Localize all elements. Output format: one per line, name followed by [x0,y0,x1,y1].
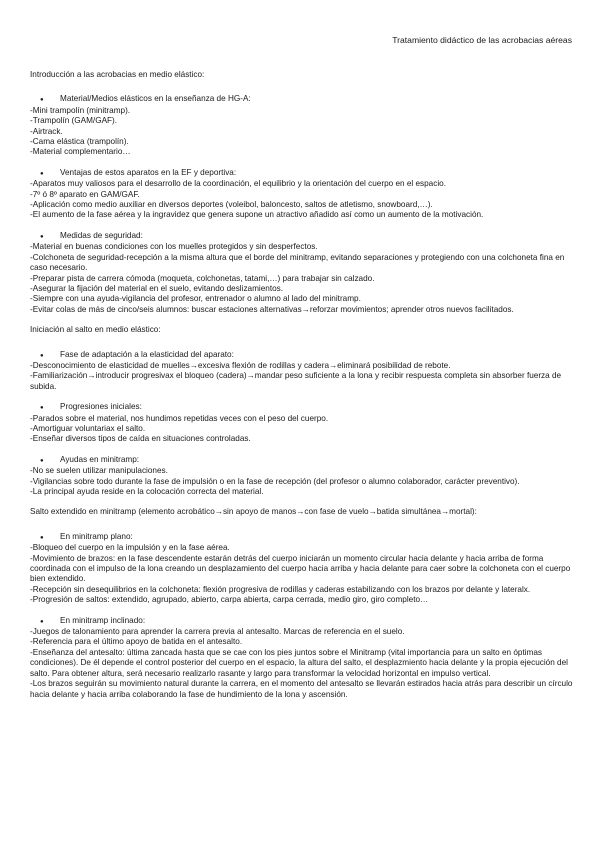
bullet-group [30,350,575,393]
bullet-heading [30,616,575,627]
list-item: -Aparatos muy valiosos para el desarrollo de la coordinación, el equilibrio y la orientación del cuerpo en el espacio. [30,179,446,189]
list-item: -Juegos de talonamiento para aprender la carrera previa al antesalto. Marcas de referencia en el suelo. [30,627,405,637]
bullet-heading-text: En minitramp inclinado: [60,615,146,625]
bullet-group [30,402,575,445]
bullet-heading-text: Material/Medios elásticos en la enseñanza de HG-A: [60,94,251,104]
bullet-heading [30,532,575,543]
bullet-dot-icon: ● [40,170,44,177]
bullet-group [30,231,575,315]
bullet-group [30,94,575,157]
list-item: -Parados sobre el material, nos hundimos repetidas veces con el peso del cuerpo. [30,413,329,423]
bullet-dot-icon: ● [40,97,44,104]
bullet-group [30,532,575,606]
bullet-dot-icon: ● [40,534,44,541]
list-item: -Movimiento de brazos: en la fase descendente estarán detrás del cuerpo iniciarán un momento circular hacia delante y hacia arriba de forma coordinada con el impulso de la lona creando un desplazamiento del cuerpo hacia arriba y hacia delante para caer sobre la colchoneta con el cuerpo bien extendido. [30,553,571,584]
list-item: -Desconocimiento de elasticidad de muelles→excesiva flexión de rodillas y cadera→eliminará posibilidad de rebote. [30,360,451,370]
list-item: -Referencia para el último apoyo de batida en el antesalto. [30,637,243,647]
section-0 [30,70,575,315]
list-item: -Material en buenas condiciones con los muelles protegidos y sin desperfectos. [30,242,318,252]
list-item: -Colchoneta de seguridad-recepción a la misma altura que el borde del minitramp, evitando separaciones y protegiendo con una colchoneta fina en caso necesario. [30,252,565,273]
section-title: Salto extendido en minitramp (elemento acrobático→sin apoyo de manos→con fase de vuelo→batida simultánea→mortal): [30,507,477,517]
bullet-heading-text: Ventajas de estos aparatos en la EF y deportiva: [60,167,237,177]
list-item: -Enseñanza del antesalto: última zancada hasta que se cae con los pies juntos sobre el Minitramp (vital importancia para un salto en óptimas condiciones). De él depende el control posterior del cuerpo en el espacio, la altura del salto, el desplazmiento hacia delante y la propia ejecución del salto. Para obtener altura, será necesario realizarlo rasante y largo para transformar la velocidad horizontal en impulso vertical. [30,647,568,678]
list-item: -Mini trampolín (minitramp). [30,105,131,115]
bullet-heading [30,402,575,413]
bullet-heading [30,94,575,105]
bullet-group [30,168,575,221]
bullet-dot-icon: ● [40,233,44,240]
list-item: -Preparar pista de carrera cómoda (moqueta, colchonetas, tatami,…) para trabajar sin calzado. [30,273,375,283]
list-item: -Airtrack. [30,126,63,136]
bullet-heading-text: Medidas de seguridad: [60,230,143,240]
section-1 [30,325,575,497]
bullet-heading-text: Ayudas en minitramp: [60,454,140,464]
bullet-heading-text: Fase de adaptación a la elasticidad del aparato: [60,349,234,359]
bullet-dot-icon: ● [40,352,44,359]
list-item: -Aplicación como medio auxiliar en diversos deportes (voleibol, baloncesto, saltos de atletismo, snowboard,…). [30,200,433,210]
bullet-group [30,455,575,498]
list-item: -Vigilancias sobre todo durante la fase de impulsión o en la fase de recepción (del profesor o alumno colaborador, carácter preventivo). [30,476,520,486]
document-body [30,70,575,710]
bullet-heading-text: Progresiones iniciales: [60,402,142,412]
section-2 [30,507,575,700]
list-item: -Cama elástica (trampolín). [30,137,129,147]
bullet-heading [30,455,575,466]
bullet-heading [30,350,575,361]
list-item: -Familiarización→introducir progresivax el bloqueo (cadera)→mandar peso suficiente a la lona y recibir respuesta completa sin absorber fuerza de subida. [30,371,562,391]
section-title: Introducción a las acrobacias en medio elástico: [30,70,205,79]
section-title: Iniciación al salto en medio elástico: [30,325,161,335]
list-item: -Evitar colas de más de cinco/seis alumnos: buscar estaciones alternativas→reforzar movimientos; aprender otros nuevos facilitados. [30,304,514,314]
list-item: -Amortiguar voluntariax el salto. [30,423,146,433]
list-item: -Siempre con una ayuda-vigilancia del profesor, entrenador o alumno al lado del minitramp. [30,294,361,304]
bullet-heading [30,231,575,242]
list-item: -El aumento de la fase aérea y la ingravidez que genera supone un atractivo añadido así como un aumento de la motivación. [30,210,484,220]
bullet-heading-text: En minitramp plano: [60,531,133,541]
list-item: -Asegurar la fijación del material en el suelo, evitando deslizamientos. [30,283,284,293]
list-item: -Bloqueo del cuerpo en la impulsión y en la fase aérea. [30,543,230,553]
list-item: -Los brazos seguirán su movimiento natural durante la carrera, en el momento del antesalto se llevarán estirados hacia atrás para describir un círculo hacia delante y hacia arriba colaborando la fase de hundimiento de la lona y ascensión. [30,679,573,699]
list-item: -Material complementario… [30,147,131,157]
list-item: -Progresión de saltos: extendido, agrupado, abierto, carpa abierta, carpa cerrada, medio giro, giro completo… [30,595,429,605]
bullet-dot-icon: ● [40,457,44,464]
list-item: -No se suelen utilizar manipulaciones. [30,466,168,476]
bullet-group [30,616,575,700]
list-item: -Enseñar diversos tipos de caída en situaciones controladas. [30,434,251,444]
bullet-dot-icon: ● [40,618,44,625]
list-item: -Trampolín (GAM/GAF). [30,116,118,126]
bullet-dot-icon: ● [40,405,44,412]
list-item: -La principal ayuda reside en la colocación correcta del material. [30,487,264,496]
bullet-heading [30,168,575,179]
page-header: Tratamiento didáctico de las acrobacias aéreas [392,35,572,45]
list-item: -Recepción sin desequilibrios en la colchoneta: flexión progresiva de rodillas y caderas estabilizando con los brazos por delante y lateralx. [30,584,531,594]
list-item: -7º ó 8º aparato en GAM/GAF. [30,189,140,199]
